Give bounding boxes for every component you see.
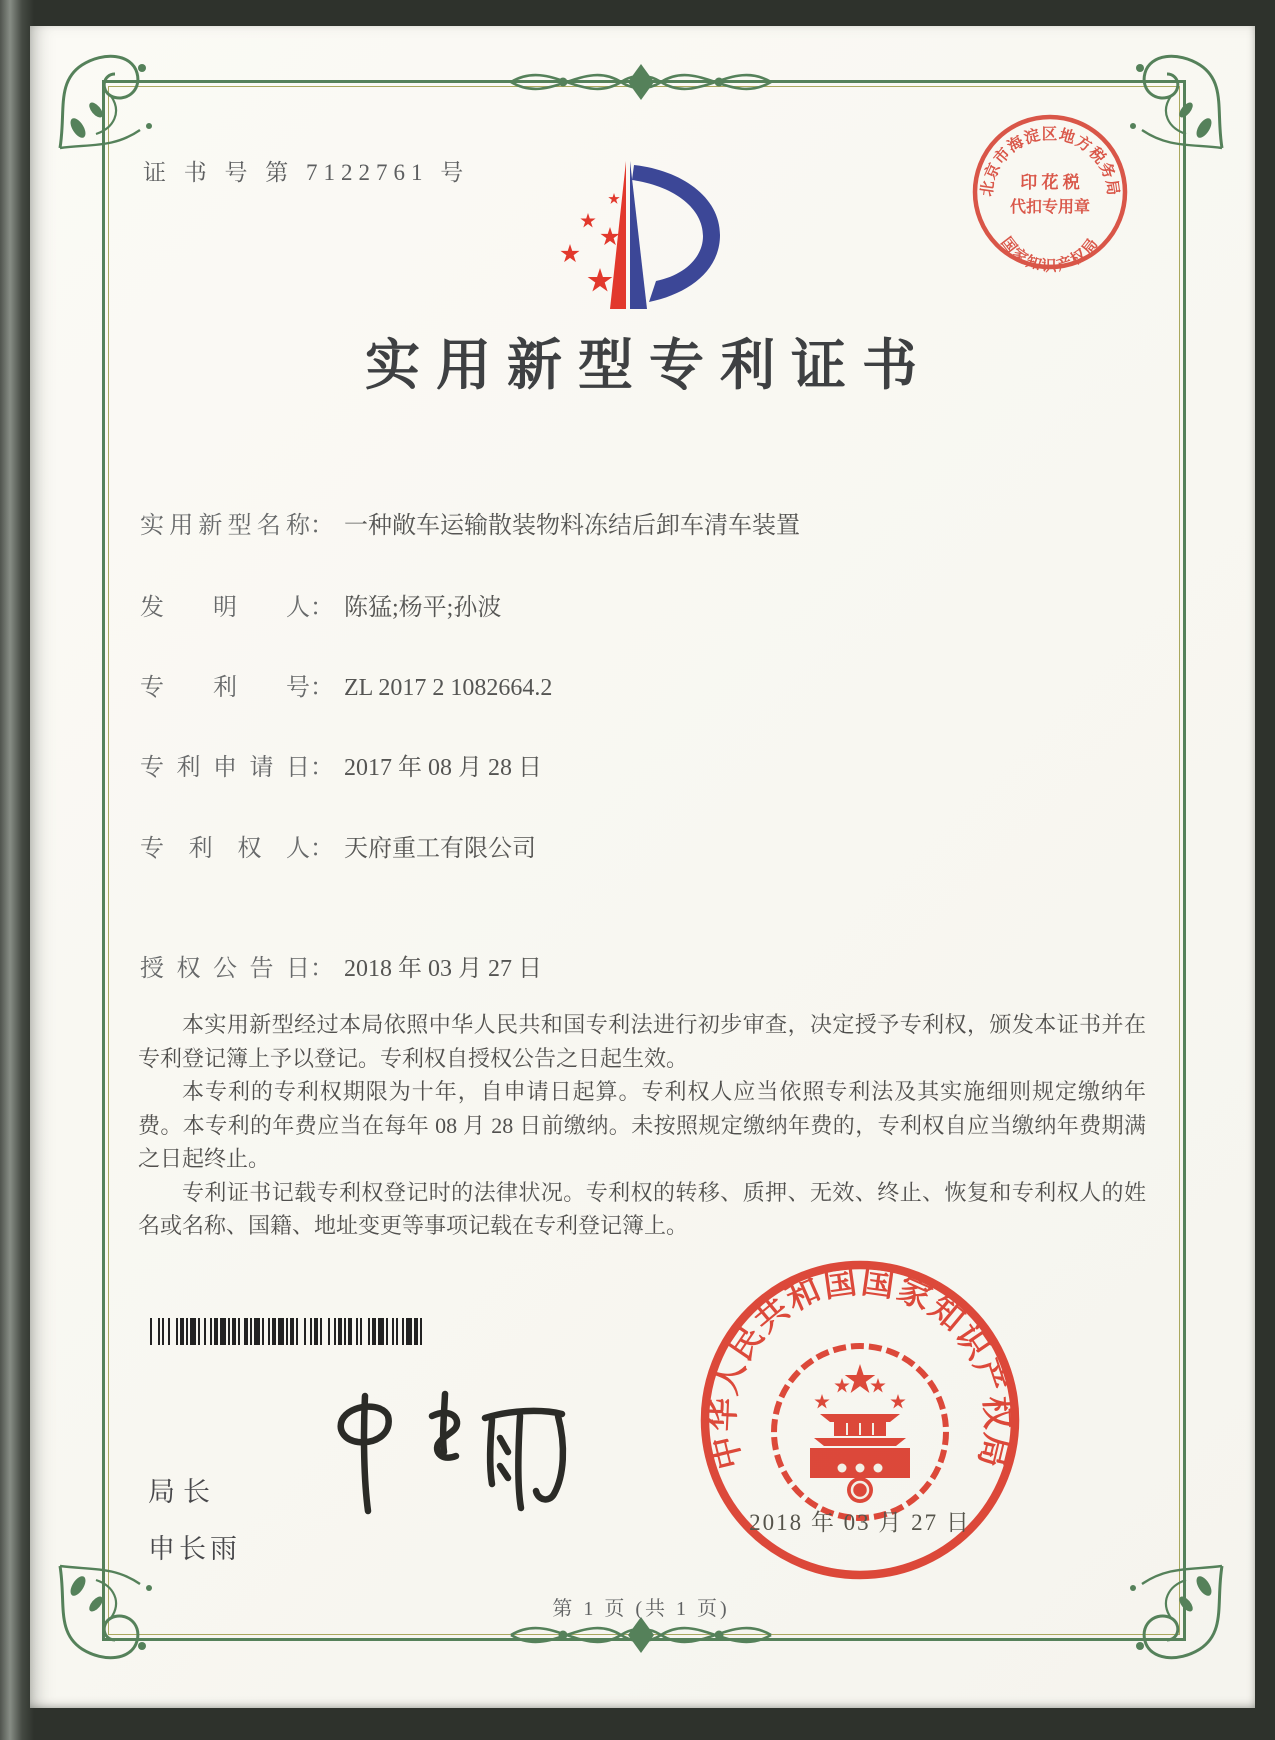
director-block	[148, 1470, 241, 1566]
cnipa-logo	[522, 151, 752, 319]
field-value: 2017 年 08 月 28 日	[344, 755, 542, 781]
field-utility-model-name	[140, 505, 800, 540]
field-colon: ：	[310, 755, 334, 781]
legal-paragraph-2: 本专利的专利权期限为十年，自申请日起算。专利权人应当依照专利法及其实施细则规定缴纳年费。本专利的年费应当在每年 08 月 28 日前缴纳。未按照规定缴纳年费的，专利权自应当缴纳年费期满之日起终止。	[138, 1079, 1146, 1171]
certificate-number: 证 书 号 第 7122761 号	[143, 160, 470, 185]
certificate-paper	[30, 26, 1255, 1708]
logo-blue-bowl	[632, 165, 720, 302]
page-number: 第 1 页 (共 1 页)	[552, 1598, 730, 1620]
logo-blue-wedge	[630, 161, 647, 309]
legal-text-section	[138, 1008, 1146, 1243]
field-patent-number	[140, 667, 552, 702]
field-colon: ：	[310, 513, 334, 539]
tax-stamp-center-line1: 印 花 税	[1020, 173, 1080, 192]
field-grant-date	[140, 948, 542, 983]
field-value: 陈猛;杨平;孙波	[344, 595, 502, 621]
tax-stamp-bottom-text: 国家知识产权局	[997, 234, 1103, 275]
field-label: 专利号	[140, 675, 310, 701]
corner-ornament-top-left	[52, 32, 172, 158]
svg-text:国家知识产权局	[997, 233, 1102, 274]
tax-stamp-center-line2: 代扣专用章	[1009, 199, 1091, 216]
field-label: 实用新型名称	[140, 513, 310, 539]
certificate-title: 实用新型专利证书	[364, 335, 933, 396]
legal-paragraph-1: 本实用新型经过本局依照中华人民共和国专利法进行初步审查，决定授予专利权，颁发本证书并在专利登记簿上予以登记。专利权自授权公告之日起生效。	[138, 1012, 1146, 1071]
tax-stamp-top-text: 北京市海淀区地方税务局	[978, 126, 1122, 198]
field-colon: ：	[310, 836, 334, 862]
field-label: 发明人	[140, 595, 310, 621]
field-value: 一种敞车运输散装物料冻结后卸车清车装置	[344, 513, 800, 539]
field-colon: ：	[310, 675, 334, 701]
national-emblem	[774, 1346, 946, 1518]
director-title: 局长	[148, 1477, 218, 1507]
field-label: 专利权人	[140, 836, 310, 862]
logo-stars	[560, 193, 619, 292]
field-value: ZL 2017 2 1082664.2	[344, 675, 553, 701]
field-value: 天府重工有限公司	[344, 836, 536, 862]
field-colon: ：	[310, 956, 334, 982]
seal-date: 2018 年 03 月 27 日	[749, 1510, 971, 1535]
seal-ring-text: 中华人民共和国国家知识产权局	[705, 1264, 1015, 1473]
center-ornament-top	[501, 54, 781, 110]
legal-paragraph-3: 专利证书记载专利权登记时的法律状况。专利权的转移、质押、无效、终止、恢复和专利权人的姓名或名称、国籍、地址变更等事项记载在专利登记簿上。	[138, 1179, 1146, 1238]
field-value: 2018 年 03 月 27 日	[344, 956, 542, 982]
field-filing-date	[140, 747, 542, 782]
director-signature-handwriting	[320, 1386, 570, 1526]
field-inventors	[140, 587, 501, 622]
field-patentee	[140, 828, 536, 863]
tax-stamp	[966, 108, 1134, 276]
field-colon: ：	[310, 595, 334, 621]
director-name: 申长雨	[148, 1534, 241, 1564]
field-label: 专利申请日	[140, 755, 310, 781]
barcode	[150, 1318, 442, 1345]
field-label: 授权公告日	[140, 956, 310, 982]
